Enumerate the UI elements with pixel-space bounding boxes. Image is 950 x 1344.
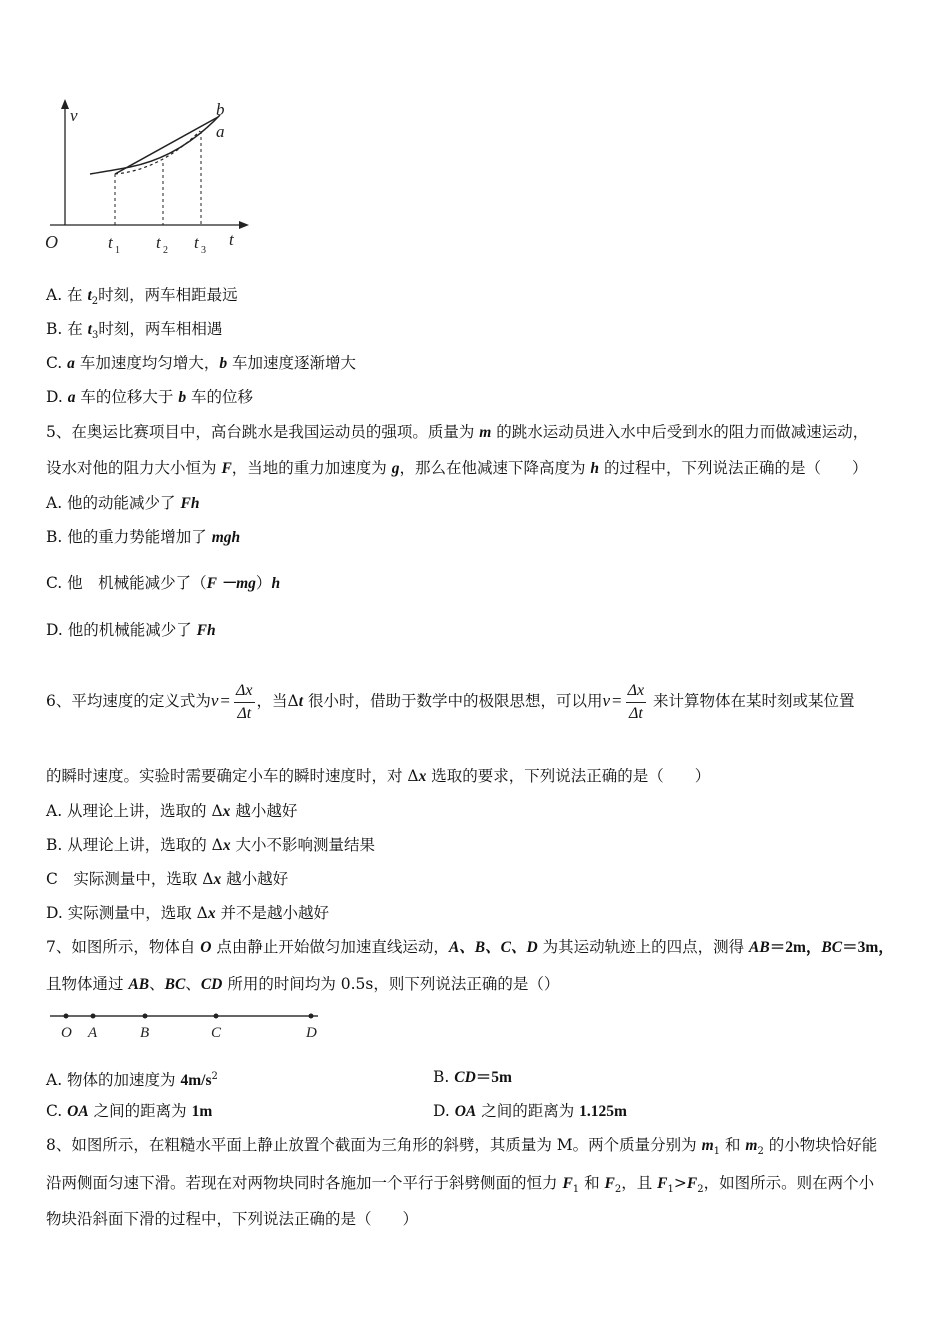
- label-A: A: [88, 1025, 98, 1041]
- subscript: 2: [757, 1146, 764, 1158]
- fraction-den: Δt: [628, 704, 643, 722]
- var-b: b: [219, 355, 228, 372]
- var-a: a: [67, 355, 75, 372]
- q7-stem-line2: [46, 974, 559, 995]
- stem-text: 的小物块恰好能: [763, 1136, 878, 1154]
- var-BC: BC: [821, 939, 843, 956]
- option-text: B. 从理论上讲，选取的 Δ: [46, 836, 223, 854]
- option-text: 之间的距离为: [88, 1102, 192, 1120]
- var-x: x: [213, 871, 222, 888]
- stem-text: 的跳水运动员进入水中后受到水的阻力而做减速运动，: [491, 423, 869, 441]
- t1-label: t: [108, 233, 113, 252]
- option-text: C 实际测量中，选取 Δ: [46, 870, 214, 888]
- equals: =: [220, 691, 231, 710]
- point-C: [214, 1014, 219, 1019]
- stem-text: >: [673, 1174, 687, 1192]
- label-D: D: [306, 1025, 317, 1041]
- q5-option-a: [46, 493, 199, 514]
- subscript: 2: [91, 296, 99, 308]
- var-F1: F: [657, 1175, 668, 1192]
- q5-stem-line1: [46, 422, 868, 443]
- fraction-den: Δt: [237, 704, 252, 722]
- superscript: 2: [211, 1071, 218, 1082]
- point-O: [64, 1014, 69, 1019]
- t3-label: t: [194, 233, 199, 252]
- var-t: t: [87, 287, 92, 304]
- option-text: D. 实际测量中，选取 Δ: [46, 904, 208, 922]
- q6-option-d: [46, 903, 329, 924]
- q7-option-d: [433, 1101, 627, 1122]
- var-AB: AB: [749, 939, 770, 956]
- x-axis-arrow: [239, 221, 249, 229]
- stem-text: ，如图所示。则在两个小: [703, 1174, 875, 1192]
- option-text: 车加速度逐渐增大: [227, 354, 357, 372]
- var-Fh: Fh: [196, 622, 216, 639]
- q4-option-d: [46, 387, 253, 408]
- var-CD: CD: [454, 1069, 476, 1086]
- var-F-mg: F －mg: [206, 575, 256, 592]
- q6-stem-line1: [46, 676, 855, 727]
- var-x: x: [207, 905, 216, 922]
- option-text: A. 他的动能减少了: [46, 494, 181, 512]
- value: 1.125m: [579, 1103, 627, 1120]
- option-text: D.: [46, 388, 68, 406]
- stem-text: 很小时，借助于数学中的极限思想，可以用: [303, 692, 603, 710]
- stem-text: 5、在奥运比赛项目中，高台跳水是我国运动员的强项。质量为: [46, 423, 480, 441]
- option-text: C. 他 机械能减少了（: [46, 574, 207, 592]
- line-b: [115, 117, 218, 174]
- subscript: 2: [697, 1184, 704, 1196]
- label-B: B: [140, 1025, 150, 1041]
- option-text: 越小越好: [221, 870, 289, 888]
- stem-text: 和: [579, 1174, 605, 1192]
- subscript: 1: [572, 1184, 580, 1196]
- var-mgh: mgh: [211, 529, 241, 546]
- var-OA: OA: [454, 1103, 477, 1120]
- stem-text: ，且: [621, 1174, 658, 1192]
- stem-text: 点由静止开始做匀加速直线运动，: [211, 938, 449, 956]
- fraction-dx-dt: [234, 680, 255, 725]
- var-BC: BC: [164, 976, 186, 993]
- var-g: g: [391, 460, 400, 477]
- option-text: D. 他的机械能减少了: [46, 621, 197, 639]
- fraction-num: Δx: [234, 680, 255, 703]
- stem-text: 的过程中，下列说法正确的是（ ）: [599, 459, 868, 477]
- y-axis-arrow: [61, 99, 69, 109]
- stem-text: 的瞬时速度。实验时需要确定小车的瞬时速度时，对 Δ: [46, 767, 419, 785]
- stem-text: ，当地的重力加速度为: [231, 459, 392, 477]
- var-AB: AB: [128, 976, 150, 993]
- stem-text: 和: [720, 1136, 746, 1154]
- subscript: 1: [713, 1146, 721, 1158]
- var-h: h: [271, 575, 281, 592]
- var-x: x: [418, 768, 427, 785]
- stem-text: 所用的时间均为 0.5s，则下列说法正确的是（）: [222, 975, 560, 993]
- option-text: A. 在: [46, 286, 88, 304]
- var-v: v: [210, 691, 219, 710]
- motion-track-figure: [44, 1006, 334, 1046]
- var-O: O: [200, 939, 212, 956]
- stem-text: 为其运动轨迹上的四点，测得: [537, 938, 750, 956]
- q7-stem-line1: [46, 937, 894, 958]
- stem-text: 设水对他的阻力大小恒为: [46, 459, 222, 477]
- option-text: B. 他的重力势能增加了: [46, 528, 212, 546]
- stem-text: 6、平均速度的定义式为: [46, 692, 211, 710]
- option-text: 越小越好: [230, 802, 298, 820]
- q6-option-b: [46, 835, 375, 856]
- option-text: C.: [46, 1102, 68, 1120]
- stem-text: 物块沿斜面下滑的过程中，下列说法正确的是（ ）: [46, 1210, 419, 1228]
- q7-option-c: [46, 1101, 212, 1122]
- y-axis-label: v: [70, 106, 78, 125]
- q5-option-c: [46, 573, 280, 594]
- value: 4m/s: [180, 1072, 212, 1090]
- var-h: h: [590, 460, 600, 477]
- q8-stem-line3: [46, 1209, 418, 1229]
- vt-graph: [40, 95, 260, 265]
- q4-option-a: [46, 285, 238, 312]
- q6-option-a: [46, 801, 297, 822]
- var-CD: CD: [200, 976, 223, 993]
- stem-text: 来计算物体在某时刻或某位置: [648, 692, 855, 710]
- subscript: 3: [91, 330, 99, 342]
- stem-text: 、: [185, 975, 201, 993]
- q7-option-b: [433, 1067, 512, 1088]
- q8-stem-line2: [46, 1173, 874, 1200]
- option-text: 车的位移大于: [75, 388, 179, 406]
- curve-a-label: a: [216, 122, 225, 141]
- q4-option-b: [46, 319, 222, 346]
- point-D: [309, 1014, 314, 1019]
- curve-b-label: b: [216, 100, 225, 119]
- value: 1m: [191, 1103, 213, 1120]
- stem-text: 、: [149, 975, 165, 993]
- var-Fh: Fh: [180, 495, 200, 512]
- option-text: 之间的距离为: [476, 1102, 580, 1120]
- option-text: 大小不影响测量结果: [230, 836, 376, 854]
- stem-text: ，那么在他减速下降高度为: [399, 459, 591, 477]
- stem-text: 选取的要求，下列说法正确的是（ ）: [426, 767, 711, 785]
- q6-stem-line2: [46, 766, 710, 787]
- option-text: ）: [255, 574, 272, 592]
- option-text: B.: [433, 1068, 455, 1086]
- value: ＝5m: [475, 1069, 512, 1086]
- stem-text: 7、如图所示，物体自: [46, 938, 201, 956]
- stem-text: ＝3m，: [842, 939, 894, 956]
- q4-option-c: [46, 353, 356, 374]
- var-F: F: [221, 460, 232, 477]
- t3-sub: 3: [201, 245, 206, 256]
- var-m: m: [479, 424, 492, 441]
- stem-text: ，当Δ: [256, 692, 299, 710]
- option-text: A. 物体的加速度为: [46, 1071, 181, 1090]
- origin-label: O: [45, 232, 58, 252]
- equals: =: [612, 691, 622, 710]
- fraction-dx-dt: [626, 680, 647, 725]
- label-C: C: [211, 1025, 222, 1041]
- q5-option-d: [46, 620, 216, 641]
- q7-option-a: [46, 1067, 218, 1091]
- stem-text: ＝2m，: [769, 939, 822, 956]
- option-text: 时刻，两车相相遇: [98, 320, 223, 338]
- q6-option-c: [46, 869, 288, 890]
- option-text: 车的位移: [186, 388, 254, 406]
- var-t: t: [298, 693, 304, 710]
- point-A: [91, 1014, 96, 1019]
- subscript: 2: [614, 1184, 622, 1196]
- stem-text: 沿两侧面匀速下滑。若现在对两物块同时各施加一个平行于斜劈侧面的恒力: [46, 1174, 563, 1192]
- q5-stem-line2: [46, 458, 867, 479]
- option-text: 车加速度均匀增大，: [74, 354, 220, 372]
- subscript: 1: [667, 1184, 674, 1196]
- t2-sub: 2: [163, 245, 168, 256]
- option-text: A. 从理论上讲，选取的 Δ: [46, 802, 223, 820]
- q8-stem-line1: [46, 1135, 877, 1162]
- var-m1: m: [701, 1137, 714, 1154]
- var-ABCD: A、B、C、D: [448, 939, 538, 956]
- option-text: B. 在: [46, 320, 88, 338]
- option-text: C.: [46, 354, 68, 372]
- var-F2: F: [686, 1175, 698, 1192]
- point-B: [143, 1014, 148, 1019]
- var-F2: F: [604, 1175, 615, 1192]
- option-text: 并不是越小越好: [215, 904, 330, 922]
- var-v: v: [602, 691, 611, 710]
- t2-label: t: [156, 233, 161, 252]
- var-t: t: [87, 321, 92, 338]
- var-b: b: [178, 389, 187, 406]
- var-x: x: [222, 837, 231, 854]
- option-text: D.: [433, 1102, 455, 1120]
- stem-text: 8、如图所示，在粗糙水平面上静止放置个截面为三角形的斜劈，其质量为 M。两个质量分别为: [46, 1136, 702, 1154]
- label-O: O: [61, 1025, 72, 1041]
- var-a: a: [67, 389, 76, 406]
- var-F1: F: [562, 1175, 573, 1192]
- fraction-num: Δx: [626, 680, 647, 703]
- t1-sub: 1: [115, 245, 120, 256]
- stem-text: 且物体通过: [46, 975, 129, 993]
- q5-option-b: [46, 527, 240, 548]
- option-text: 时刻，两车相距最远: [98, 286, 238, 304]
- var-OA: OA: [67, 1103, 89, 1120]
- var-m2: m: [745, 1137, 758, 1154]
- x-axis-label: t: [229, 230, 234, 249]
- var-x: x: [222, 803, 231, 820]
